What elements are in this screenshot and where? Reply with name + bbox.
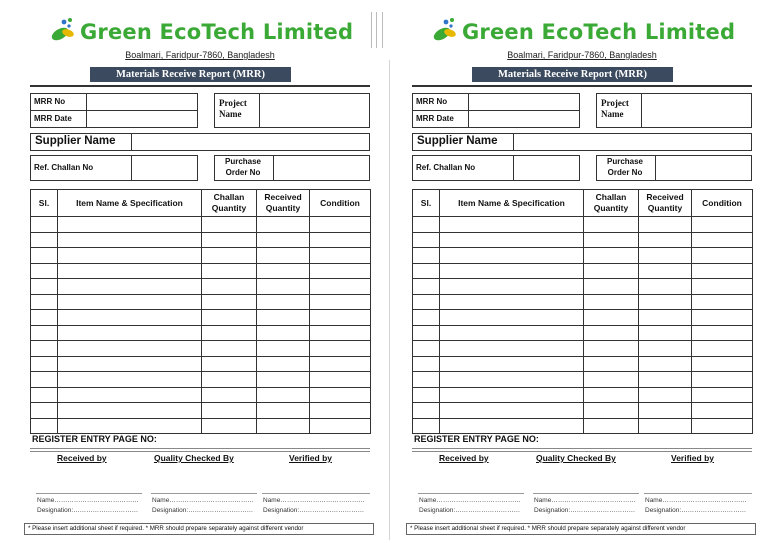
table-cell (440, 325, 584, 341)
table-cell (202, 217, 257, 233)
table-cell (257, 418, 310, 434)
table-cell (440, 356, 584, 372)
column-header: Condition (692, 190, 753, 217)
table-cell (202, 232, 257, 248)
table-cell (58, 232, 202, 248)
table-cell (257, 356, 310, 372)
table-cell (692, 403, 753, 419)
table-cell (413, 248, 440, 264)
table-cell (58, 356, 202, 372)
table-cell (31, 263, 58, 279)
table-row (31, 263, 371, 279)
table-cell (257, 217, 310, 233)
table-cell (584, 263, 639, 279)
table-row (413, 279, 753, 295)
table-row (31, 341, 371, 357)
column-header: Item Name & Specification (58, 190, 202, 217)
table-cell (58, 263, 202, 279)
table-cell (639, 248, 692, 264)
company-name: Green EcoTech Limited (80, 20, 354, 44)
project-name-label: Project Name (601, 98, 629, 119)
mrr-no-label: MRR No (34, 97, 66, 106)
table-cell (202, 263, 257, 279)
table-cell (31, 387, 58, 403)
table-cell (58, 418, 202, 434)
table-cell (31, 279, 58, 295)
column-header: Challan Quantity (202, 190, 257, 217)
verified-by-designation: Designation:………………………… (645, 507, 747, 514)
table-cell (310, 356, 371, 372)
received-by-designation: Designation:………………………… (37, 507, 139, 514)
items-table-body (31, 217, 371, 434)
table-cell (58, 248, 202, 264)
header-rule (412, 85, 752, 87)
table-cell (440, 263, 584, 279)
received-by-label: Received by (439, 453, 489, 463)
table-cell (639, 403, 692, 419)
table-cell (31, 310, 58, 326)
table-cell (639, 232, 692, 248)
table-cell (584, 418, 639, 434)
verified-by-name: Name………………………………… (645, 497, 747, 504)
purchase-order-label: Purchase Order No (224, 157, 262, 177)
table-cell (58, 279, 202, 295)
table-cell (31, 372, 58, 388)
table-row (413, 248, 753, 264)
table-row (31, 356, 371, 372)
table-cell (310, 387, 371, 403)
table-cell (257, 403, 310, 419)
purchase-order-label: Purchase Order No (606, 157, 644, 177)
table-cell (413, 217, 440, 233)
verified-by-label: Verified by (289, 453, 332, 463)
table-row (413, 403, 753, 419)
table-cell (440, 372, 584, 388)
column-header: Condition (310, 190, 371, 217)
table-cell (31, 217, 58, 233)
quality-checked-designation: Designation:………………………… (152, 507, 254, 514)
table-cell (31, 294, 58, 310)
table-cell (440, 232, 584, 248)
table-cell (584, 217, 639, 233)
table-cell (413, 341, 440, 357)
table-cell (413, 310, 440, 326)
table-row (31, 387, 371, 403)
table-cell (584, 232, 639, 248)
verified-by-name: Name………………………………… (263, 497, 365, 504)
table-cell (413, 356, 440, 372)
table-cell (440, 217, 584, 233)
mrr-no-label: MRR No (416, 97, 448, 106)
table-cell (413, 372, 440, 388)
table-row (413, 325, 753, 341)
table-row (413, 232, 753, 248)
table-row (413, 387, 753, 403)
table-cell (257, 294, 310, 310)
header-rule (30, 85, 370, 87)
received-by-name: Name………………………………… (419, 497, 521, 504)
table-row (413, 356, 753, 372)
table-cell (584, 372, 639, 388)
table-cell (31, 418, 58, 434)
quality-checked-name: Name………………………………… (152, 497, 254, 504)
table-cell (639, 341, 692, 357)
table-cell (202, 325, 257, 341)
table-row (31, 372, 371, 388)
table-cell (31, 232, 58, 248)
table-row (413, 263, 753, 279)
table-cell (202, 356, 257, 372)
table-cell (310, 248, 371, 264)
footer-note: * Please insert additional sheet if required. * MRR should prepare separately against different vendor (24, 523, 374, 535)
table-cell (257, 279, 310, 295)
table-cell (692, 356, 753, 372)
items-table-header (31, 190, 371, 217)
table-cell (413, 387, 440, 403)
table-cell (639, 294, 692, 310)
form-separator-double-line (371, 12, 383, 48)
table-cell (584, 387, 639, 403)
table-cell (413, 403, 440, 419)
table-cell (310, 418, 371, 434)
table-cell (58, 310, 202, 326)
supplier-name-label: Supplier Name (417, 135, 498, 147)
table-cell (413, 232, 440, 248)
table-cell (692, 232, 753, 248)
table-row (413, 341, 753, 357)
table-cell (692, 217, 753, 233)
table-cell (639, 263, 692, 279)
table-row (31, 217, 371, 233)
table-cell (639, 325, 692, 341)
table-cell (310, 294, 371, 310)
table-cell (58, 403, 202, 419)
table-cell (31, 325, 58, 341)
table-cell (202, 418, 257, 434)
table-cell (31, 341, 58, 357)
table-cell (440, 279, 584, 295)
table-cell (310, 310, 371, 326)
column-header: Received Quantity (257, 190, 310, 217)
table-row (31, 403, 371, 419)
column-header: Sl. (413, 190, 440, 217)
quality-checked-name: Name………………………………… (534, 497, 636, 504)
table-cell (692, 387, 753, 403)
table-cell (692, 418, 753, 434)
footer-note: * Please insert additional sheet if required. * MRR should prepare separately against different vendor (406, 523, 756, 535)
table-cell (257, 325, 310, 341)
table-row (31, 248, 371, 264)
company-address: Boalmari, Faridpur-7860, Bangladesh (507, 50, 657, 60)
table-cell (639, 418, 692, 434)
register-rule (412, 448, 752, 452)
column-header: Sl. (31, 190, 58, 217)
table-cell (639, 217, 692, 233)
table-cell (310, 341, 371, 357)
table-cell (440, 248, 584, 264)
table-cell (310, 403, 371, 419)
table-cell (310, 325, 371, 341)
table-cell (584, 341, 639, 357)
register-rule (30, 448, 370, 452)
table-cell (58, 372, 202, 388)
table-cell (639, 279, 692, 295)
table-cell (692, 325, 753, 341)
table-cell (440, 310, 584, 326)
ref-challan-label: Ref. Challan No (416, 163, 476, 172)
table-cell (31, 356, 58, 372)
ref-challan-label: Ref. Challan No (34, 163, 94, 172)
table-cell (584, 310, 639, 326)
table-cell (31, 403, 58, 419)
table-cell (310, 279, 371, 295)
table-cell (202, 341, 257, 357)
mrr-date-label: MRR Date (34, 114, 72, 123)
mrr-form-right (412, 0, 752, 543)
items-table (30, 189, 371, 434)
table-row (413, 418, 753, 434)
table-cell (584, 356, 639, 372)
report-title: Materials Receive Report (MRR) (472, 67, 673, 82)
table-cell (413, 263, 440, 279)
table-cell (310, 217, 371, 233)
received-by-label: Received by (57, 453, 107, 463)
items-table-body (413, 217, 753, 434)
table-cell (692, 294, 753, 310)
table-cell (639, 387, 692, 403)
table-cell (257, 232, 310, 248)
table-cell (310, 263, 371, 279)
table-cell (310, 232, 371, 248)
table-cell (639, 356, 692, 372)
table-cell (58, 341, 202, 357)
verified-by-label: Verified by (671, 453, 714, 463)
table-cell (202, 403, 257, 419)
table-cell (639, 372, 692, 388)
received-by-name: Name………………………………… (37, 497, 139, 504)
report-title: Materials Receive Report (MRR) (90, 67, 291, 82)
table-cell (692, 279, 753, 295)
table-cell (202, 387, 257, 403)
table-cell (584, 294, 639, 310)
table-cell (692, 248, 753, 264)
table-cell (440, 294, 584, 310)
project-name-label: Project Name (219, 98, 247, 119)
column-header: Challan Quantity (584, 190, 639, 217)
table-cell (202, 294, 257, 310)
table-cell (584, 279, 639, 295)
table-cell (584, 248, 639, 264)
table-cell (202, 248, 257, 264)
table-cell (257, 248, 310, 264)
table-cell (58, 217, 202, 233)
table-cell (257, 310, 310, 326)
company-name: Green EcoTech Limited (462, 20, 736, 44)
table-cell (58, 325, 202, 341)
received-by-designation: Designation:………………………… (419, 507, 521, 514)
table-row (31, 294, 371, 310)
table-cell (58, 294, 202, 310)
quality-checked-designation: Designation:………………………… (534, 507, 636, 514)
column-header: Received Quantity (639, 190, 692, 217)
quality-checked-label: Quality Checked By (154, 453, 234, 463)
table-cell (257, 372, 310, 388)
table-cell (58, 387, 202, 403)
table-cell (440, 341, 584, 357)
table-row (31, 418, 371, 434)
table-row (413, 310, 753, 326)
table-cell (202, 279, 257, 295)
register-entry-label: REGISTER ENTRY PAGE NO: (32, 434, 157, 444)
table-cell (440, 403, 584, 419)
table-row (31, 325, 371, 341)
table-cell (584, 403, 639, 419)
mrr-form-left (30, 0, 370, 543)
table-cell (257, 387, 310, 403)
table-cell (202, 372, 257, 388)
table-cell (413, 325, 440, 341)
register-entry-label: REGISTER ENTRY PAGE NO: (414, 434, 539, 444)
table-row (413, 217, 753, 233)
table-cell (639, 310, 692, 326)
form-separator-line (389, 60, 390, 540)
table-cell (440, 418, 584, 434)
table-row (31, 232, 371, 248)
table-cell (310, 372, 371, 388)
items-table (412, 189, 753, 434)
table-cell (692, 310, 753, 326)
table-cell (413, 418, 440, 434)
verified-by-designation: Designation:………………………… (263, 507, 365, 514)
table-cell (584, 325, 639, 341)
company-address: Boalmari, Faridpur-7860, Bangladesh (125, 50, 275, 60)
table-row (31, 279, 371, 295)
table-row (413, 372, 753, 388)
table-cell (413, 279, 440, 295)
table-cell (692, 341, 753, 357)
supplier-name-label: Supplier Name (35, 135, 116, 147)
table-row (31, 310, 371, 326)
table-cell (31, 248, 58, 264)
table-cell (692, 263, 753, 279)
column-header: Item Name & Specification (440, 190, 584, 217)
mrr-date-label: MRR Date (416, 114, 454, 123)
table-cell (202, 310, 257, 326)
quality-checked-label: Quality Checked By (536, 453, 616, 463)
table-cell (257, 341, 310, 357)
items-table-header (413, 190, 753, 217)
table-cell (692, 372, 753, 388)
table-cell (413, 294, 440, 310)
table-row (413, 294, 753, 310)
table-cell (257, 263, 310, 279)
table-cell (440, 387, 584, 403)
